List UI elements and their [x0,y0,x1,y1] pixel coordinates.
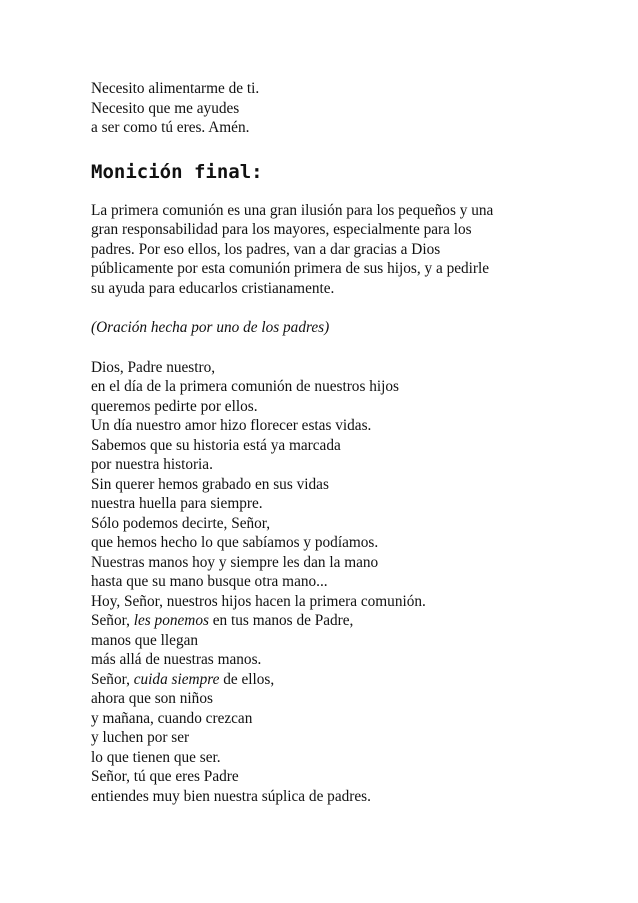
prayer-note: (Oración hecha por uno de los padres) [91,319,330,337]
paragraph-line: padres. Por eso ellos, los padres, van a dar gracias a Dios [91,240,441,258]
prayer-line: y luchen por ser [91,729,190,747]
prayer-line: lo que tienen que ser. [91,748,221,766]
prayer-line: queremos pedirte por ellos. [91,397,258,415]
prayer-line: en el día de la primera comunión de nuestros hijos [91,378,399,396]
paragraph-line: su ayuda para educarlos cristianamente. [91,279,335,297]
paragraph-line: La primera comunión es una gran ilusión para los pequeños y una [91,201,494,219]
prayer-line: Señor, tú que eres Padre [91,768,239,786]
prayer-line: Sin querer hemos grabado en sus vidas [91,475,329,493]
prayer-line: Sabemos que su historia está ya marcada [91,436,341,454]
prayer-line: más allá de nuestras manos. [91,651,262,669]
prayer-block [91,358,561,807]
prayer-line: entiendes muy bien nuestra súplica de padres. [91,787,371,805]
paragraph-line: públicamente por esta comunión primera de sus hijos, y a pedirle [91,260,490,278]
prayer-line: nuestra huella para siempre. [91,495,263,513]
prayer-line: por nuestra historia. [91,456,213,474]
prayer-line: Dios, Padre nuestro, [91,358,216,376]
prayer-line: Nuestras manos hoy y siempre les dan la mano [91,553,379,571]
prayer-line [91,611,561,631]
prayer-text: Señor, [91,670,134,688]
prayer-line: Sólo podemos decirte, Señor, [91,514,271,532]
paragraph-line: gran responsabilidad para los mayores, especialmente para los [91,221,472,239]
prayer-line: Un día nuestro amor hizo florecer estas vidas. [91,417,372,435]
prayer-text: en tus manos de Padre, [208,612,354,630]
intro-line: a ser como tú eres. Amén. [91,119,250,136]
prayer-line [91,670,561,690]
intro-line: Necesito que me ayudes [91,99,240,117]
prayer-emphasis: cuida siempre [133,670,220,688]
prayer-line: que hemos hecho lo que sabíamos y podíamos. [91,534,379,552]
prayer-text: Señor, [91,612,134,630]
prayer-line: manos que llegan [91,631,199,649]
prayer-emphasis: les ponemos [133,612,209,630]
monition-paragraph [91,201,561,299]
section-heading: Monición final: [91,160,263,183]
intro-line: Necesito alimentarme de ti. [91,80,260,97]
prayer-line: ahora que son niños [91,690,213,708]
prayer-line: Hoy, Señor, nuestros hijos hacen la primera comunión. [91,592,426,610]
prayer-text: de ellos, [219,670,275,688]
prayer-line: hasta que su mano busque otra mano... [91,573,328,591]
prayer-line: y mañana, cuando crezcan [91,709,253,727]
document-page [91,79,561,806]
intro-block [91,79,561,138]
